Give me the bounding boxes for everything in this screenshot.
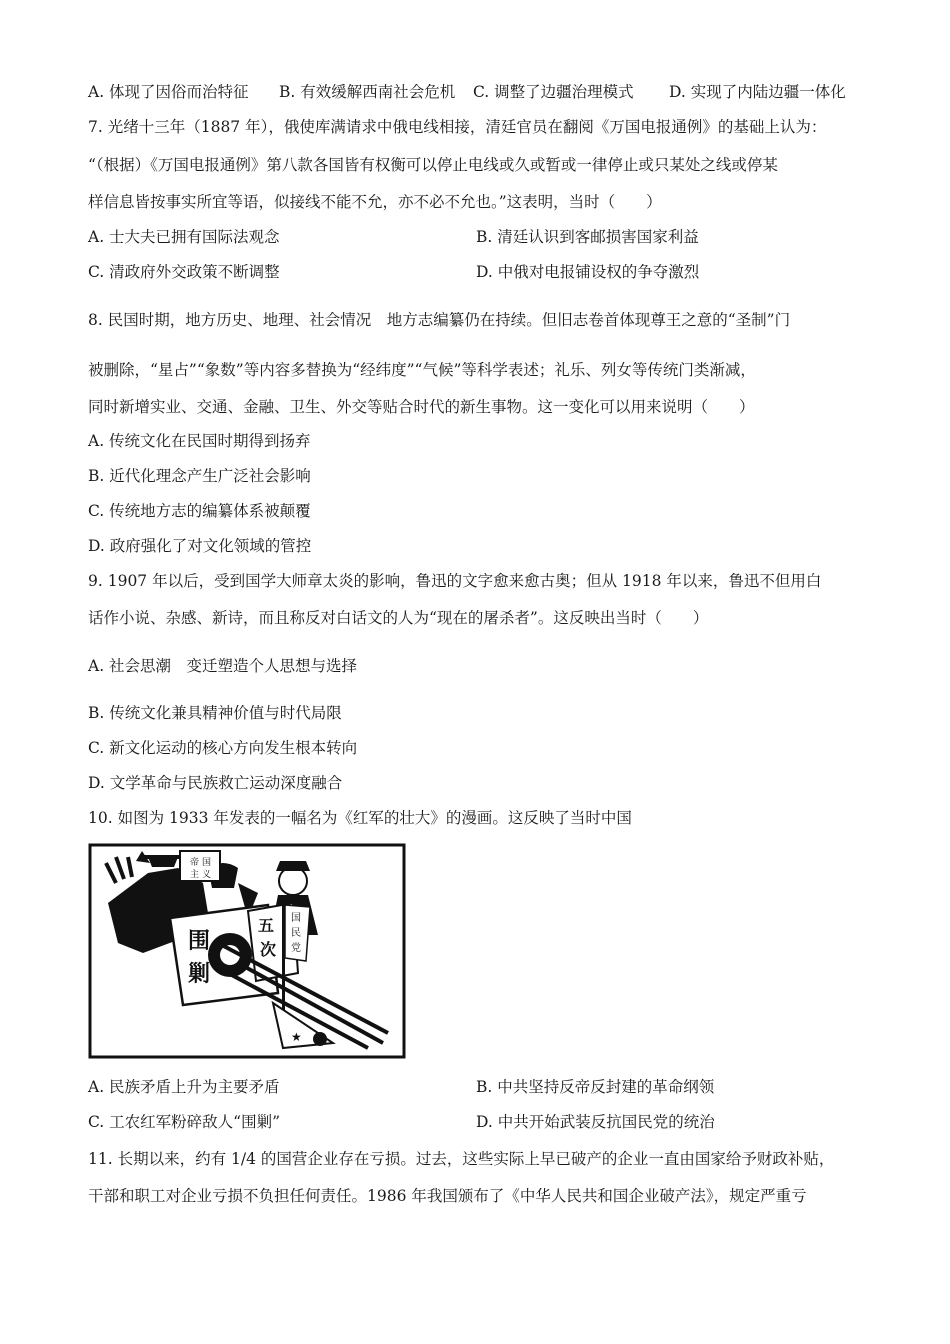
q9-stem-line-2: 话作小说、杂感、新诗，而且称反对白话文的人为“现在的屠杀者”。这反映出当时（ ） xyxy=(88,609,709,627)
q10-stem: 10. 如图为 1933 年发表的一幅名为《红军的壮大》的漫画。这反映了当时中国 xyxy=(88,809,632,827)
q7-option-b: B. 清廷认识到客邮损害国家利益 xyxy=(476,228,699,246)
q7-option-a: A. 士大夫已拥有国际法观念 xyxy=(88,228,280,246)
q8-stem-line-2: 被删除，“星占”“象数”等内容多替换为“经纬度”“气候”等科学表述；礼乐、列女等传统门类渐减， xyxy=(88,361,756,379)
q9-option-c: C. 新文化运动的核心方向发生根本转向 xyxy=(88,739,358,757)
q6-option-d: D. 实现了内陆边疆一体化 xyxy=(669,83,846,101)
q9-stem-line-1: 9. 1907 年以后，受到国学大师章太炎的影响，鲁迅的文字愈来愈古奥；但从 1918 年以来，鲁迅不但用白 xyxy=(88,572,822,590)
q8-option-c: C. 传统地方志的编纂体系被颠覆 xyxy=(88,502,311,520)
flag-char-3: 党 xyxy=(291,943,301,954)
sign-char-3: 主 xyxy=(190,870,200,880)
q7-option-d: D. 中俄对电报铺设权的争夺激烈 xyxy=(476,263,700,281)
q6-option-a: A. 体现了因俗而治特征 xyxy=(88,83,249,101)
flag-char-1: 国 xyxy=(291,913,301,924)
q7-option-c: C. 清政府外交政策不断调整 xyxy=(88,263,280,281)
box-char-2: 次 xyxy=(260,940,277,959)
sign-char-4: 义 xyxy=(202,870,212,880)
q7-stem-line-3: 样信息皆按事实所宜等语，似接线不能不允，亦不必不允也。”这表明，当时（ ） xyxy=(88,193,662,211)
red-army-cartoon xyxy=(88,843,406,1059)
q6-option-c: C. 调整了边疆治理模式 xyxy=(473,83,634,101)
q11-stem-line-2: 干部和职工对企业亏损不负担任何责任。1986 年我国颁布了《中华人民共和国企业破产法》，规定严重亏 xyxy=(88,1187,807,1205)
q8-option-d: D. 政府强化了对文化领域的管控 xyxy=(88,537,312,555)
q6-option-b: B. 有效缓解西南社会危机 xyxy=(279,83,456,101)
flag-char-2: 民 xyxy=(291,928,301,939)
svg-text:★: ★ xyxy=(291,1030,302,1044)
q11-stem-line-1: 11. 长期以来，约有 1/4 的国营企业存在亏损。过去，这些实际上早已破产的企业一直由国家给予财政补贴， xyxy=(88,1150,835,1168)
box-char-3: 围 xyxy=(188,929,211,954)
q7-stem-line-1: 7. 光绪十三年（1887 年），俄使库满请求中俄电线相接，清廷官员在翻阅《万国电报通例》的基础上认为： xyxy=(88,118,827,136)
q8-option-a: A. 传统文化在民国时期得到扬弃 xyxy=(88,432,311,450)
q10-option-c: C. 工农红军粉碎敌人“围剿” xyxy=(88,1113,281,1131)
q9-option-b: B. 传统文化兼具精神价值与时代局限 xyxy=(88,704,342,722)
q8-option-b: B. 近代化理念产生广泛社会影响 xyxy=(88,467,311,485)
box-char-1: 五 xyxy=(258,916,275,935)
q8-stem-line-1: 8. 民国时期，地方历史、地理、社会情况 地方志编纂仍在持续。但旧志卷首体现尊王之意的“圣制”门 xyxy=(88,311,791,329)
q10-option-d: D. 中共开始武装反抗国民党的统治 xyxy=(476,1113,715,1131)
sign-char-2: 国 xyxy=(202,858,212,868)
q8-stem-line-3: 同时新增实业、交通、金融、卫生、外交等贴合时代的新生事物。这一变化可以用来说明（ ） xyxy=(88,398,755,416)
q10-option-a: A. 民族矛盾上升为主要矛盾 xyxy=(88,1078,280,1096)
q9-option-d: D. 文学革命与民族救亡运动深度融合 xyxy=(88,774,343,792)
q9-option-a: A. 社会思潮 变迁塑造个人思想与选择 xyxy=(88,657,358,675)
q7-stem-line-2: “（根据）《万国电报通例》第八款各国皆有权衡可以停止电线或久或暂或一律停止或只某处之线或停某 xyxy=(88,156,778,174)
sign-char-1: 帝 xyxy=(190,858,200,868)
q10-option-b: B. 中共坚持反帝反封建的革命纲领 xyxy=(476,1078,715,1096)
box-char-4: 剿 xyxy=(188,962,211,987)
